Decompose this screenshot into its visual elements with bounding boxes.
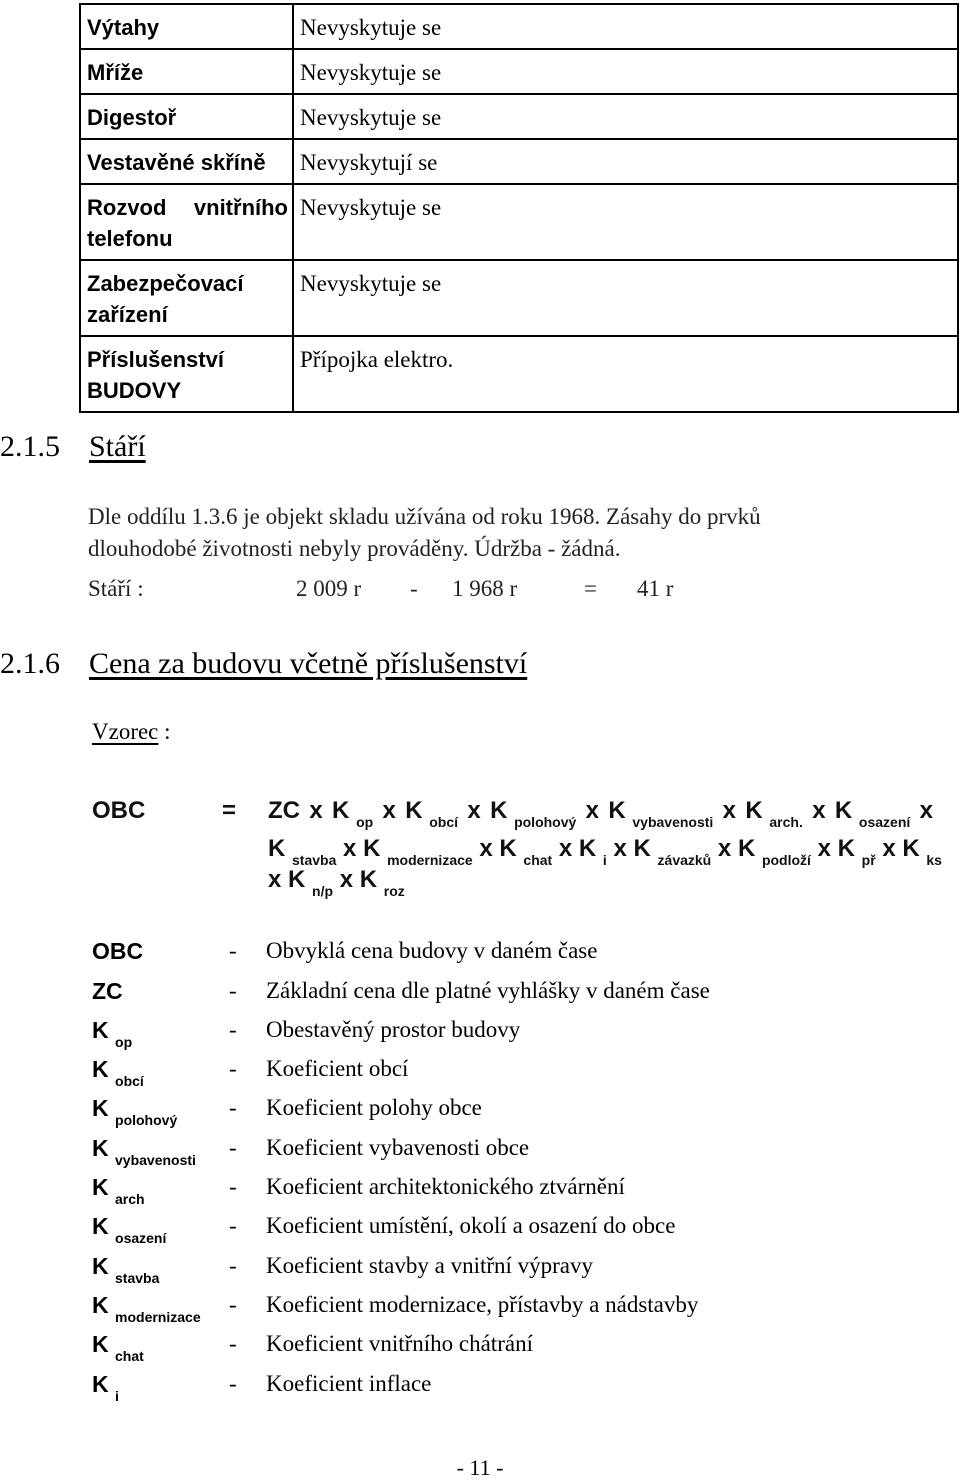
- times: x: [479, 835, 493, 862]
- legend-dash: -: [229, 938, 237, 963]
- formula-line-1: [268, 797, 933, 830]
- vzorec-word: Vzorec: [92, 719, 159, 744]
- properties-table: [79, 3, 959, 413]
- legend-dash: -: [229, 1253, 237, 1278]
- section-heading-cena: [0, 647, 527, 681]
- times: x: [467, 797, 481, 824]
- table-row: [80, 336, 958, 412]
- legend-description: Koeficient architektonického ztvárnění: [266, 1174, 625, 1199]
- term-k-arch: K $_{arch.}$: [745, 797, 803, 830]
- term-k-zavazku: K $_{závazků}$: [633, 835, 712, 868]
- times: x: [309, 797, 323, 824]
- age-result: 41 r: [637, 576, 674, 601]
- row-label: Vestavěné skříně: [80, 139, 293, 184]
- times: x: [585, 797, 600, 824]
- paragraph-line: Dle oddílu 1.3.6 je objekt skladu užívána od roku 1968. Zásahy do prvků: [88, 504, 761, 529]
- term-k-chat: K $_{chat}$: [499, 835, 553, 868]
- legend-symbol: K $_{vybavenosti}$: [92, 1135, 196, 1168]
- table-row: [80, 139, 958, 184]
- row-label: Příslušenství BUDOVY: [80, 336, 293, 412]
- vzorec-colon: :: [158, 719, 171, 744]
- formula-label: [92, 719, 171, 745]
- legend-description: Koeficient polohy obce: [266, 1095, 482, 1120]
- row-label: Výtahy: [80, 4, 293, 49]
- times: x: [382, 797, 396, 824]
- legend-dash: -: [229, 1017, 237, 1042]
- times: x: [882, 835, 896, 862]
- term-k-modernizace: K $_{modernizace}$: [363, 835, 473, 868]
- table-row: [80, 94, 958, 139]
- term-k-vybavenosti: K $_{vybavenosti}$: [608, 797, 714, 830]
- section-title: Stáří: [89, 430, 146, 463]
- row-value: Nevyskytuje se: [293, 4, 958, 49]
- legend-dash: -: [229, 1371, 237, 1396]
- term-zc: ZC: [268, 797, 300, 824]
- formula-lhs: OBC: [92, 797, 146, 824]
- times: x: [613, 835, 627, 862]
- term-k-podlozi: K $_{podloží}$: [737, 835, 811, 868]
- legend-dash: -: [229, 1056, 237, 1081]
- term-k-pr: K $_{př}$: [837, 835, 876, 868]
- term-k-roz: K $_{roz}$: [359, 866, 405, 899]
- row-value: Nevyskytuje se: [293, 184, 958, 260]
- legend-description: Koeficient vnitřního chátrání: [266, 1331, 533, 1356]
- times: x: [919, 797, 933, 824]
- legend-description: Obvyklá cena budovy v daném čase: [266, 938, 598, 963]
- row-value: Nevyskytují se: [293, 139, 958, 184]
- minus-sign: -: [410, 576, 418, 601]
- legend-symbol: K $_{polohový}$: [92, 1095, 178, 1128]
- term-k-i: K $_i$: [578, 835, 607, 868]
- term-k-np: K $_{n/p}$: [288, 866, 334, 899]
- times: x: [812, 797, 826, 824]
- legend-dash: -: [229, 1174, 237, 1199]
- legend-symbol: K $_{op}$: [92, 1017, 133, 1050]
- row-label: Zabezpečovací zařízení: [80, 260, 293, 336]
- times: x: [339, 866, 354, 893]
- legend-description: Koeficient modernizace, přístavby a nádstavby: [266, 1292, 699, 1317]
- legend-dash: -: [229, 978, 237, 1003]
- times: x: [268, 866, 282, 893]
- legend-description: Koeficient obcí: [266, 1056, 409, 1081]
- table-row: [80, 260, 958, 336]
- row-value: Nevyskytuje se: [293, 260, 958, 336]
- section-title: Cena za budovu včetně příslušenství: [89, 647, 528, 680]
- formula-equals: =: [222, 797, 237, 824]
- row-value: Přípojka elektro.: [293, 336, 958, 412]
- term-k-osazeni: K $_{osazení}$: [834, 797, 911, 830]
- legend-description: Koeficient umístění, okolí a osazení do obce: [266, 1213, 676, 1238]
- legend-description: Koeficient stavby a vnitřní výpravy: [266, 1253, 594, 1278]
- legend-symbol: K $_{chat}$: [92, 1331, 144, 1364]
- row-label: Mříže: [80, 49, 293, 94]
- term-k-op: K $_{op}$: [332, 797, 374, 830]
- age-calculation: [0, 576, 960, 608]
- legend-description: Obestavěný prostor budovy: [266, 1017, 521, 1042]
- legend-description: Základní cena dle platné vyhlášky v daném čase: [266, 978, 710, 1003]
- legend-symbol: K $_i$: [92, 1371, 119, 1404]
- times: x: [717, 835, 732, 862]
- times: x: [558, 835, 573, 862]
- row-value: Nevyskytuje se: [293, 49, 958, 94]
- end-year: 2 009 r: [296, 576, 362, 601]
- page-number: - 11 -: [456, 1455, 504, 1480]
- term-k-ks: K $_{ks}$: [902, 835, 942, 868]
- legend-dash: -: [229, 1135, 237, 1160]
- legend-symbol: ZC: [92, 978, 123, 1004]
- legend-description: Koeficient inflace: [266, 1371, 432, 1396]
- legend-dash: -: [229, 1213, 237, 1238]
- term-k-obci: K $_{obcí}$: [405, 797, 459, 830]
- formula-line-2: [268, 835, 942, 868]
- formula-line-3: [268, 866, 405, 899]
- section-number: 2.1.6: [0, 647, 60, 680]
- term-k-stavba: K $_{stavba}$: [268, 835, 337, 868]
- times: x: [343, 835, 357, 862]
- legend-symbol: K $_{modernizace}$: [92, 1292, 201, 1325]
- legend-symbol: K $_{obcí}$: [92, 1056, 144, 1089]
- legend-symbol: K $_{arch}$: [92, 1174, 145, 1207]
- term-k-polohovy: K $_{polohový}$: [490, 797, 577, 830]
- legend-dash: -: [229, 1292, 237, 1317]
- legend-symbol: K $_{osazení}$: [92, 1213, 167, 1246]
- table-row: [80, 4, 958, 49]
- section-heading-stari: [0, 430, 146, 464]
- row-label: Digestoř: [80, 94, 293, 139]
- equals-sign: =: [584, 576, 597, 601]
- legend-symbol: K $_{stavba}$: [92, 1253, 160, 1286]
- table-row: [80, 49, 958, 94]
- legend-dash: -: [229, 1331, 237, 1356]
- row-label: Rozvod vnitřního telefonu: [80, 184, 293, 260]
- row-value: Nevyskytuje se: [293, 94, 958, 139]
- table-row: [80, 184, 958, 260]
- legend-description: Koeficient vybavenosti obce: [266, 1135, 530, 1160]
- age-label: Stáří :: [88, 576, 144, 601]
- legend-dash: -: [229, 1095, 237, 1120]
- times: x: [722, 797, 737, 824]
- legend-symbol: OBC: [92, 938, 144, 964]
- section-number: 2.1.5: [0, 430, 60, 463]
- paragraph-line: dlouhodobé životnosti nebyly prováděny. Údržba - žádná.: [88, 536, 621, 561]
- start-year: 1 968 r: [452, 576, 518, 601]
- times: x: [817, 835, 831, 862]
